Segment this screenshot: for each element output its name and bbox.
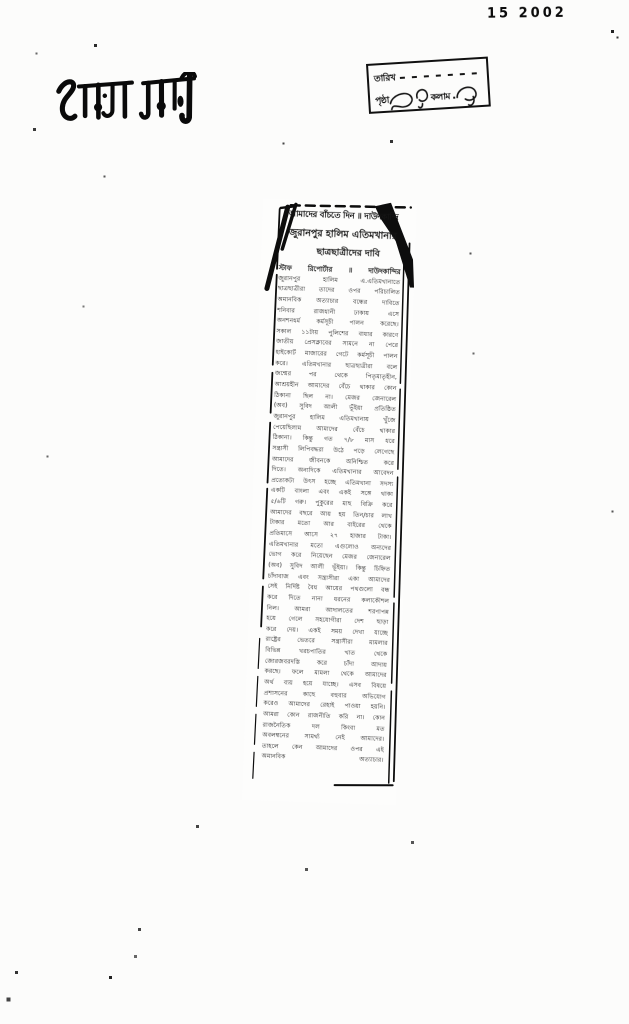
body-text-line: করছে। ফলে মামলা থেকে আমাদের [264,667,387,680]
janakantha-logo-icon [52,72,210,130]
body-text-line: একটি বাংলা এবং একই সঙ্গে থাকা [270,487,393,499]
body-text-line: করে দিতে নানা ধরনের কলাকৌশল [267,593,390,605]
body-text-line: জুরানপুর হালিম এ.এতিমখানাতে [278,274,401,286]
body-text-line: সন্ত্রাসী লিপিবদ্ধরা উঠে পড়ে লেগেছে [272,444,395,456]
body-text-line: হয়ে গেলে সহযোগীরা দেশ ছাড়া [266,614,389,627]
body-text-line: পেয়েছিলাম আমাদের বেঁচে থাকার [272,423,396,435]
body-text-line: প্রতিমাসে আসে ২৭ হাজার টাকা। [269,529,392,542]
body-text-line: জোরজবরদস্তি করে চাঁদা আদায় [264,657,387,669]
body-text-line: বিভিন্ন খরচপাতির খাত থেকে [265,646,388,658]
body-text-line: আমাদের বছরে আয় হয় তিন/চার লাখ [269,508,393,520]
body-text-line: আমরা কোন রাজনীতি করি না। কোন [262,710,386,722]
body-text-line: ভোগ করে নিয়েছেন মেজর জেনারেল [268,551,391,563]
handwritten-scribble-icon [388,85,431,112]
date-stamp: 15 2002 [486,4,567,23]
body-text-line: অর্থ ব্যয় হয়ে যাচ্ছে। এসব বিষয়ে [264,678,387,690]
headline-line: আমাদের বাঁচতে দিন ॥ দাউদকান্দি [288,209,399,224]
body-text-line: করে। এতিমখানার ছাত্রছাত্রীরা বলে [275,359,398,371]
body-text-line: (অব) সুবিদ আলী ভূঁইয়া প্রতিষ্ঠিত [273,402,396,414]
stamp-column-label: কলাম [430,91,451,103]
body-text-line: জন্মের পর থেকে পিতৃমাতৃহীন, [274,370,397,382]
body-text-line: অমানবিক অত্যাচার বন্ধের দাবিতে [277,295,400,308]
body-text-line: আশ্রয়হীন আমাদের বেঁচে থাকার কোন [274,380,397,393]
scan-noise-speckles [0,0,1,1]
stamp-page-column-row [375,82,484,113]
headline-line: জুরানপুর হালিম এতিমখানার [288,227,398,243]
headline-line: ছাত্রছাত্রীদের দাবি [316,247,380,260]
clipping-body [261,263,400,767]
body-text-line: হাইকোর্ট মাজারের গেটে কর্মসূচী পালন [275,348,398,361]
body-text-line: (অব) সুবিদ আলী ভূঁইয়া। কিন্তু চিহ্নিত [268,561,391,573]
body-text-line: শনিবার রাজধানী ঢাকায় এসে [277,306,400,318]
newspaper-clipping [242,198,417,805]
body-text-line: করে দেয়। একই সময় দেখা যাচ্ছে [265,625,389,637]
stamp-page-label: পৃষ্ঠা [374,95,390,106]
stamp-box [366,57,491,114]
body-text-line: অমানবিক অত্যাচার। [261,753,384,765]
handwritten-scribble-icon [454,82,481,108]
body-text-line: নিল। আমরা আদালতের শরণাপন্ন [266,604,389,616]
body-text-line: তাহলে কেন আমাদের ওপর এই [261,742,384,754]
body-text-line: আমাদের জীবনকে অনিশ্চিত করে [271,455,395,467]
body-text-line: এতিমখানার মতো এগুলোও অন্যদের [268,540,392,552]
body-text-line: ঠিকানা। কিন্তু গত ৭/৮ মাস ধরে [272,434,395,446]
body-text-line: সকাল ১১টায় পুলিশের বাধার কারণে [276,327,399,339]
body-text-line: অনশনধর্ম কর্মসূচী পালন করেছে। [276,317,399,329]
body-text-line: চাঁদাবাজ এবং সন্ত্রাসীরা একা আমাদের [267,572,390,584]
body-text-line: দিতে। অন্যদিকে এতিমখানার আবেদন [271,465,394,478]
stamp-date-label: তারিখ [373,72,396,85]
body-text-line: টাকার মতো আর বাইরের থেকে [269,519,392,531]
body-text-line: স্টাফ রিপোর্টার ॥ দাউদকান্দির [278,263,401,277]
clipping-headline [273,206,413,265]
body-text-line: করেও আমাদের রেহাই পাওয়া হয়নি। [263,699,386,712]
body-text-line: প্রশাসনের কাছে বহুবার অভিযোগ [263,689,386,701]
body-text-line: ৫/৬টি গরু। পুকুরের মাছ বিক্রি করে [270,497,393,510]
body-text-line: রাষ্ট্রের ভেতরে সন্ত্রাসীরা মামলার [265,636,388,648]
date-leader-line [400,72,482,79]
body-text-line: রাজনৈতিক দল কিংবা মত [262,721,385,733]
body-text-line: অবলম্বনের সামর্থ্য নেই আমাদের। [262,731,385,744]
body-text-line: সেই নির্দিষ্ট বৈধ আয়ের পথগুলো বন্ধ [267,582,390,595]
masthead-logo [52,72,210,130]
body-text-line: জাতীয় প্রেসক্লাবের সামনে না পেরে [275,338,399,350]
body-text-line: প্রত্যেকটা উৎস হচ্ছে এতিমখানা সদস্য [271,476,394,488]
body-text-line: ঠিকানা ছিল না। মেজর জেনারেল [274,391,397,403]
body-text-line: ছাত্রছাত্রীরা তাদের ওপর পরিচালিত [277,285,400,297]
body-text-line: জুরানপুর হালিম এতিমখানায় খুঁজে [273,412,396,425]
